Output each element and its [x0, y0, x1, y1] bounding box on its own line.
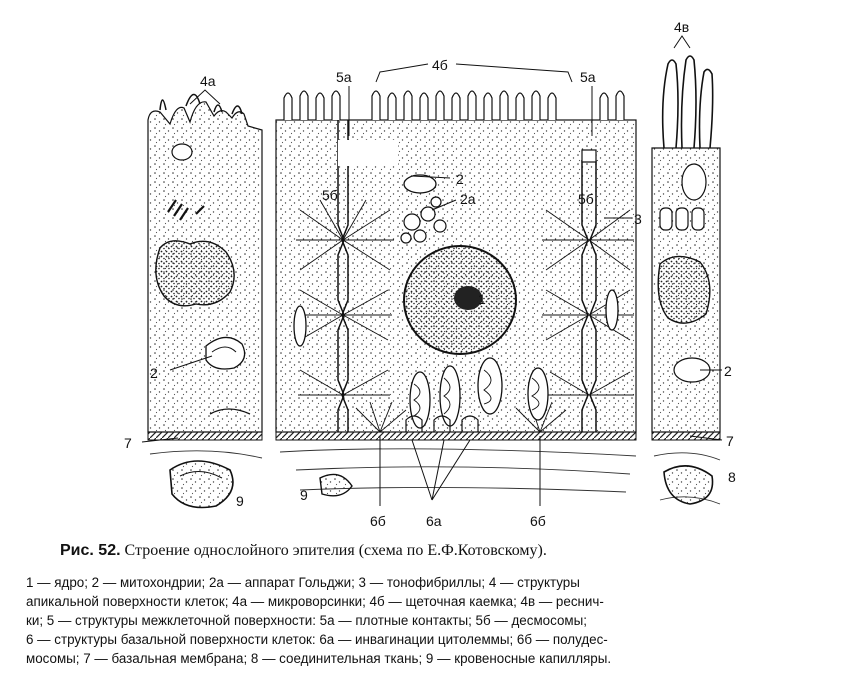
- label-9-center: 9: [300, 487, 308, 503]
- figure-number: Рис. 52.: [60, 542, 121, 559]
- figure-legend: [26, 573, 821, 668]
- label-9-left: 9: [236, 493, 244, 509]
- legend-line: апикальной поверхности клеток; 4а — микроворсинки; 4б — щеточная каемка; 4в — реснич-: [26, 594, 604, 609]
- legend-line: 1 — ядро; 2 — митохондрии; 2а — аппарат Гольджи; 3 — тонофибриллы; 4 — структуры: [26, 575, 580, 590]
- right-cell: [652, 56, 720, 440]
- label-2a: 2а: [460, 191, 476, 207]
- label-2-left: 2: [150, 365, 158, 381]
- legend-line: 6 — структуры базальной поверхности клеток: 6а — инвагинации цитолеммы; 6б — полудес-: [26, 632, 608, 647]
- label-6a: 6а: [426, 513, 442, 529]
- label-7-right: 7: [726, 433, 734, 449]
- label-1: 1: [478, 291, 486, 307]
- label-4a-left: 4а: [200, 73, 216, 89]
- figure-title: Строение однослойного эпителия (схема по Е.Ф.Котовскому).: [124, 542, 547, 559]
- label-3: 3: [634, 211, 642, 227]
- label-2-right: 2: [724, 363, 732, 379]
- label-6b-right: 6б: [530, 513, 546, 529]
- label-5a-left: 5а: [336, 69, 352, 85]
- central-cells: [276, 91, 636, 440]
- label-5a-right: 5а: [580, 69, 596, 85]
- label-4v: 4в: [674, 19, 690, 35]
- figure-caption: [60, 542, 547, 560]
- label-2-center: 2: [456, 171, 464, 187]
- label-6b-left: 6б: [370, 513, 386, 529]
- label-5b-left: 5б: [322, 187, 338, 203]
- left-cell: [148, 94, 262, 432]
- label-8: 8: [728, 469, 736, 485]
- legend-line: ки; 5 — структуры межклеточной поверхности: 5а — плотные контакты; 5б — десмосомы;: [26, 613, 587, 628]
- label-5b-right: 5б: [578, 191, 594, 207]
- label-4b: 4б: [432, 57, 448, 73]
- label-7-left: 7: [124, 435, 132, 451]
- legend-line: мосомы; 7 — базальная мембрана; 8 — соединительная ткань; 9 — кровеносные капилляры.: [26, 651, 612, 666]
